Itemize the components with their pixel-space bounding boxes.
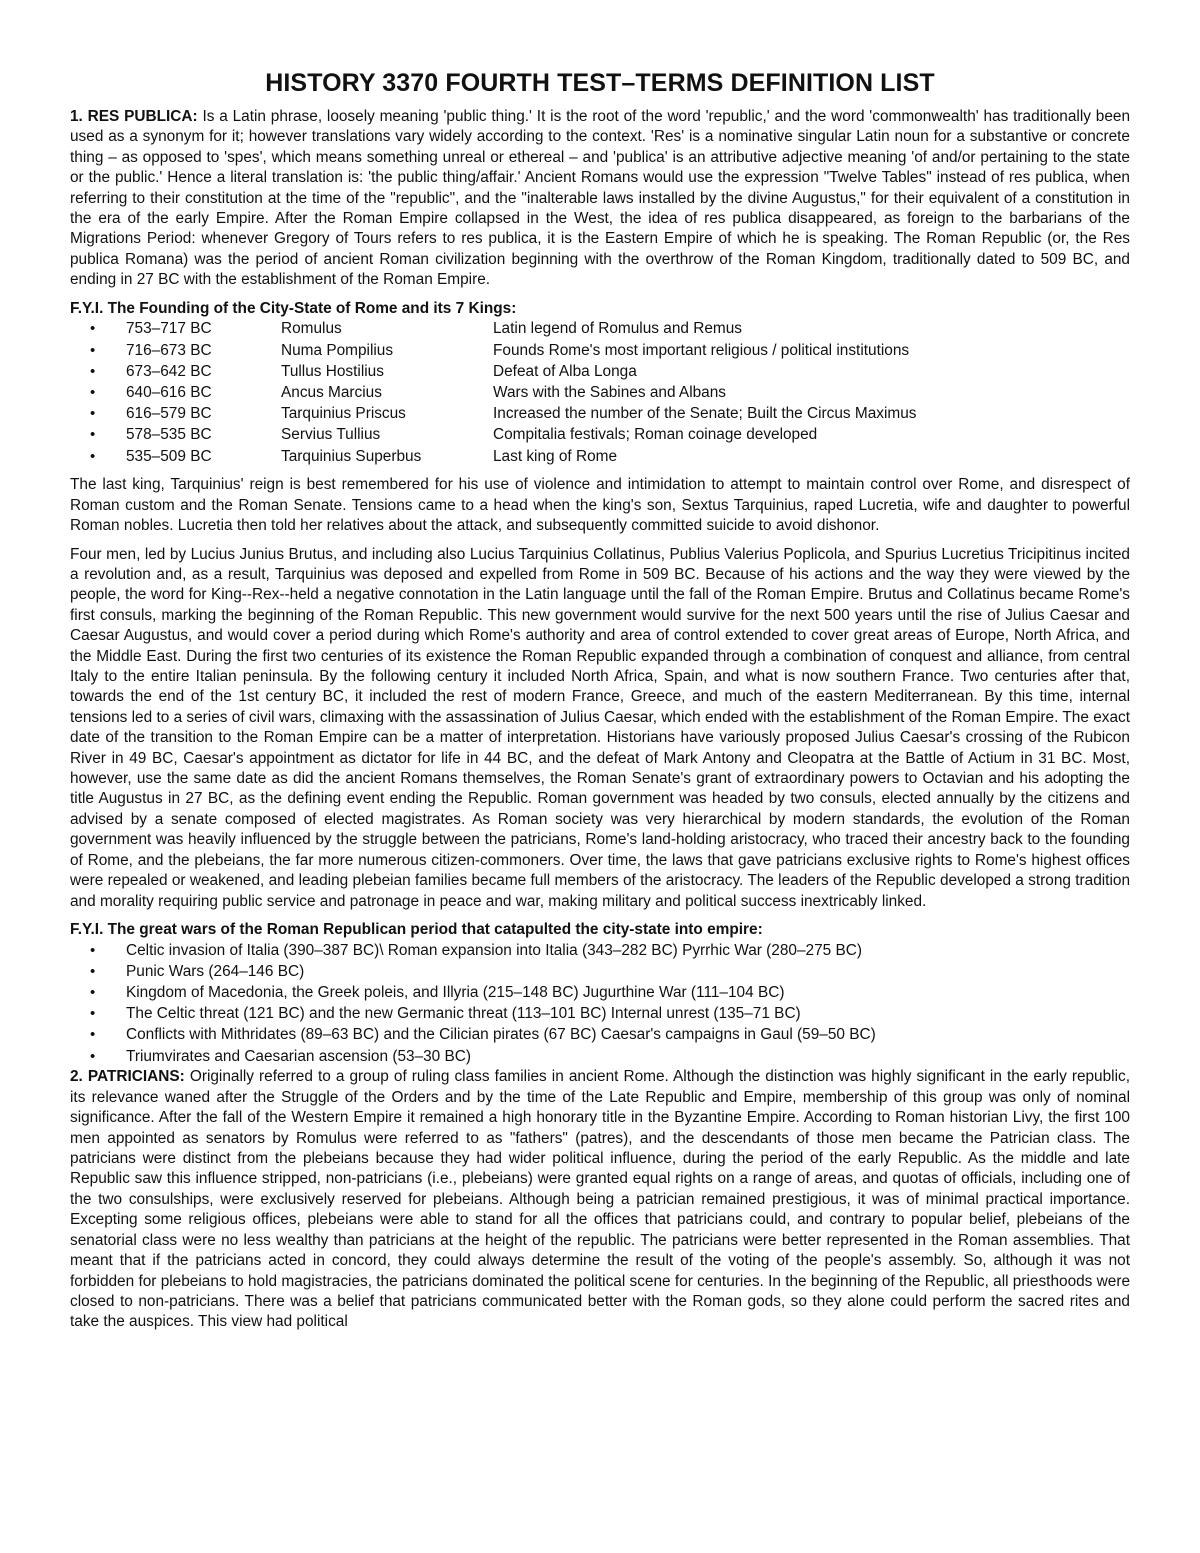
list-item	[70, 446, 1130, 467]
king-name: Tullus Hostilius	[281, 362, 384, 380]
fyi-wars-heading: F.Y.I. The great wars of the Roman Republican period that catapulted the city-state into empire:	[70, 920, 763, 938]
list-item	[70, 425, 1130, 446]
king-dates: 535–509 BC	[126, 447, 212, 465]
king-dates: 640–616 BC	[126, 384, 212, 402]
king-note: Increased the number of the Senate; Built the Circus Maximus	[493, 405, 917, 423]
king-note: Compitalia festivals; Roman coinage developed	[493, 426, 818, 444]
list-item	[70, 1004, 1130, 1025]
king-dates: 673–642 BC	[126, 362, 212, 380]
term-text: Is a Latin phrase, loosely meaning 'public thing.' It is the root of the word 'republic,' and the word 'commonwealth' has traditionally been used as a synonym for it; however translations vary widely according to the context. 'Res' is a nominative singular Latin noun for a substantive or concrete thing – as opposed to 'spes', which means something unreal or ethereal – and 'publica' is an attributive adjective meaning 'of and/or pertaining to the state or the public.' Hence a literal translation is: 'the public thing/affair.' Ancient Romans would use the expression "Twelve Tables" instead of res publica, when referring to their constitution at the time of the "republic", and the "inalterable laws installed by the divine Augustus," for their equivalent of a constitution in the era of the early Empire. After the Roman Empire collapsed in the West, the idea of res publica disappeared, as foreign to the barbarians of the Migrations Period: whenever Gregory of Tours refers to res publica, it is the Eastern Empire of which he is speaking. The Roman Republic (or, the Res publica Romana) was the period of ancient Roman civilization beginning with the overthrow of the Roman Kingdom, traditionally dated to 509 BC, and ending in 27 BC with the establishment of the Roman Empire.	[70, 108, 1131, 289]
list-item	[70, 1046, 1130, 1067]
war-item: Celtic invasion of Italia (390–387 BC)\ Roman expansion into Italia (343–282 BC) Pyrrhic War (280–275 BC)	[126, 941, 862, 959]
king-dates: 616–579 BC	[126, 405, 212, 423]
term-label: 1. RES PUBLICA:	[70, 108, 198, 125]
paragraph-last-king: The last king, Tarquinius' reign is best remembered for his use of violence and intimidation to attempt to maintain control over Rome, and disrespect of Roman custom and the Roman Senate. Tensions came to a head when the king's son, Sextus Tarquinius, raped Lucretia, wife and daughter to powerful Roman nobles. Lucretia then told her relatives about the attack, and subsequently committed suicide to avoid dishonor.	[70, 476, 1130, 535]
bullet-icon	[70, 383, 126, 403]
bullet-icon	[70, 319, 126, 339]
king-dates: 753–717 BC	[126, 320, 212, 338]
bullet-icon	[70, 1004, 126, 1024]
kings-list	[70, 319, 1130, 467]
list-item	[70, 383, 1130, 404]
bullet-icon	[70, 447, 126, 467]
king-name: Tarquinius Superbus	[281, 447, 422, 465]
term-text: Originally referred to a group of ruling class families in ancient Rome. Although the distinction was highly significant in the early republic, its relevance waned after the Struggle of the Orders and by the time of the Late Republic and Empire, membership of this group was only of nominal significance. After the fall of the Western Empire it remained a high honorary title in the Byzantine Empire. According to Roman historian Livy, the first 100 men appointed as senators by Romulus were referred to as "fathers" (patres), and the descendants of those men became the Patrician class. The patricians were distinct from the plebeians because they had wider political influence, during the period of the early Republic. As the middle and late Republic saw this influence stripped, non-patricians (i.e., plebeians) were granted equal rights on a range of areas, and quotas of officials, including one of the two consulships, were exclusively reserved for plebeians. Although being a patrician remained prestigious, it was of minimal practical importance. Excepting some religious offices, plebeians were able to stand for all the offices that patricians could, and contrary to popular belief, plebeians of the senatorial class were no less wealthy than patricians at the height of the republic. The patricians were better represented in the Roman assemblies. That meant that if the patricians acted in concord, they could always determine the result of the voting of the people's assembly. So, although it was not forbidden for plebeians to hold magistracies, the patricians dominated the political scene for centuries. In the beginning of the Republic, all priesthoods were closed to non-patricians. There was a belief that patricians communicated better with the Roman gods, so they alone could perform the sacred rites and take the auspices. This view had political	[70, 1068, 1131, 1331]
king-dates: 716–673 BC	[126, 341, 212, 359]
king-name: Tarquinius Priscus	[281, 405, 406, 423]
king-name: Numa Pompilius	[281, 341, 394, 359]
bullet-icon	[70, 425, 126, 445]
king-note: Wars with the Sabines and Albans	[493, 384, 726, 402]
king-dates: 578–535 BC	[126, 426, 212, 444]
king-note: Defeat of Alba Longa	[493, 362, 637, 380]
list-item	[70, 361, 1130, 382]
bullet-icon	[70, 1025, 126, 1045]
king-name: Ancus Marcius	[281, 384, 382, 402]
bullet-icon	[70, 983, 126, 1003]
list-item	[70, 319, 1130, 340]
king-note: Last king of Rome	[493, 447, 618, 465]
list-item	[70, 983, 1130, 1004]
king-note: Founds Rome's most important religious / political institutions	[493, 341, 910, 359]
paragraph-four-men: Four men, led by Lucius Junius Brutus, and including also Lucius Tarquinius Collatinus, Publius Valerius Poplicola, and Spurius Lucretius Tricipitinus incited a revolution and, as a result, Tarquinius was deposed and expelled from Rome in 509 BC. Because of his actions and the way they were viewed by the people, the word for King--Rex--held a negative connotation in the Latin language until the fall of the Roman Empire. Brutus and Collatinus became Rome's first consuls, marking the beginning of the Roman Republic. This new government would survive for the next 500 years until the rise of Julius Caesar and Caesar Augustus, and would cover a period during which Rome's authority and area of control extended to cover great areas of Europe, North Africa, and the Middle East. During the first two centuries of its existence the Roman Republic expanded through a combination of conquest and alliance, from central Italy to the entire Italian peninsula. By the following century it included North Africa, Spain, and what is now southern France. Two centuries after that, towards the end of the 1st century BC, it included the rest of modern France, Greece, and much of the eastern Mediterranean. By this time, internal tensions led to a series of civil wars, climaxing with the assassination of Julius Caesar, which ended with the establishment of the Roman Empire. The exact date of the transition to the Roman Empire can be a matter of interpretation. Historians have variously proposed Julius Caesar's crossing of the Rubicon River in 49 BC, Caesar's appointment as dictator for life in 44 BC, and the defeat of Mark Antony and Cleopatra at the Battle of Actium in 31 BC. Most, however, use the same date as did the ancient Romans themselves, the Roman Senate's grant of extraordinary powers to Octavian and his adopting the title Augustus in 27 BC, as the defining event ending the Republic. Roman government was headed by two consuls, elected annually by the citizens and advised by a senate composed of elected magistrates. As Roman society was very hierarchical by modern standards, the evolution of the Roman government was heavily influenced by the struggle between the patricians, Rome's land-holding aristocracy, who traced their ancestry back to the founding of Rome, and the plebeians, the far more numerous citizen-commoners. Over time, the laws that gave patricians exclusive rights to Rome's highest offices were repealed or weakened, and leading plebeian families became full members of the aristocracy. The leaders of the Republic developed a strong tradition and morality requiring public service and patronage in peace and war, making military and political success inextricably linked.	[70, 545, 1130, 910]
king-name: Servius Tullius	[281, 426, 381, 444]
wars-list	[70, 940, 1130, 1067]
war-item: Conflicts with Mithridates (89–63 BC) and the Cilician pirates (67 BC) Caesar's campaigns in Gaul (59–50 BC)	[126, 1026, 876, 1044]
war-item: The Celtic threat (121 BC) and the new Germanic threat (113–101 BC) Internal unrest (135–71 BC)	[126, 1005, 801, 1023]
bullet-icon	[70, 941, 126, 961]
list-item	[70, 404, 1130, 425]
bullet-icon	[70, 404, 126, 424]
bullet-icon	[70, 1047, 126, 1067]
term-patricians	[70, 1067, 1130, 1332]
list-item	[70, 940, 1130, 961]
term-res-publica	[70, 107, 1130, 291]
term-label: 2. PATRICIANS:	[70, 1068, 185, 1086]
list-item	[70, 962, 1130, 983]
king-note: Latin legend of Romulus and Remus	[493, 320, 742, 338]
bullet-icon	[70, 362, 126, 382]
page-title: HISTORY 3370 FOURTH TEST–TERMS DEFINITION LIST	[265, 69, 935, 97]
war-item: Punic Wars (264–146 BC)	[126, 962, 305, 980]
bullet-icon	[70, 962, 126, 982]
king-name: Romulus	[281, 320, 342, 338]
bullet-icon	[70, 341, 126, 361]
war-item: Kingdom of Macedonia, the Greek poleis, and Illyria (215–148 BC) Jugurthine War (111–104 BC)	[126, 984, 785, 1002]
war-item: Triumvirates and Caesarian ascension (53–30 BC)	[126, 1047, 472, 1065]
list-item	[70, 340, 1130, 361]
fyi-kings-heading: F.Y.I. The Founding of the City-State of Rome and its 7 Kings:	[70, 299, 517, 317]
list-item	[70, 1025, 1130, 1046]
